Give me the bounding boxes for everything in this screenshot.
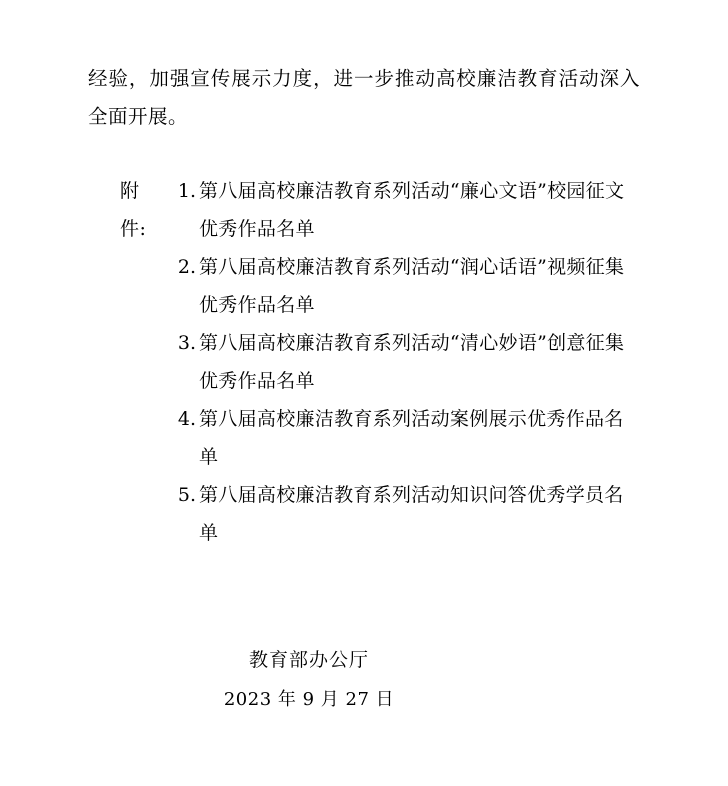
attachment-title: 第八届高校廉洁教育系列活动案例展示优秀作品名单 [199, 408, 624, 468]
attachment-item [88, 172, 640, 248]
attachment-number: 4 [177, 408, 190, 430]
attachment-dot: . [190, 256, 197, 278]
attachment-number: 3 [177, 332, 190, 354]
issuing-organization: 教育部办公厅 [248, 649, 369, 671]
closing-paragraph: 经验，加强宣传展示力度，进一步推动高校廉洁教育活动深入全面开展。 [88, 67, 640, 128]
attachment-title: 第八届高校廉洁教育系列活动“润心话语”视频征集优秀作品名单 [199, 256, 625, 316]
attachment-item [88, 324, 640, 400]
attachments-label: 附件: [120, 180, 147, 240]
document-body [88, 60, 640, 552]
attachment-dot: . [190, 180, 197, 202]
attachment-item [88, 248, 640, 324]
attachment-number: 1 [177, 180, 190, 202]
attachments-list [88, 172, 640, 552]
signature-block [0, 640, 728, 720]
attachment-title: 第八届高校廉洁教育系列活动知识问答优秀学员名单 [199, 484, 624, 544]
attachment-dot: . [190, 484, 197, 506]
issue-date: 2023 年 9 月 27 日 [223, 689, 395, 710]
attachment-item [88, 400, 640, 476]
attachment-title: 第八届高校廉洁教育系列活动“清心妙语”创意征集优秀作品名单 [199, 332, 625, 392]
attachment-dot: . [190, 332, 197, 354]
attachment-number: 5 [177, 484, 190, 506]
attachment-title: 第八届高校廉洁教育系列活动“廉心文语”校园征文优秀作品名单 [199, 180, 625, 240]
attachment-number: 2 [177, 256, 190, 278]
attachment-item [88, 476, 640, 552]
attachment-dot: . [190, 408, 197, 430]
